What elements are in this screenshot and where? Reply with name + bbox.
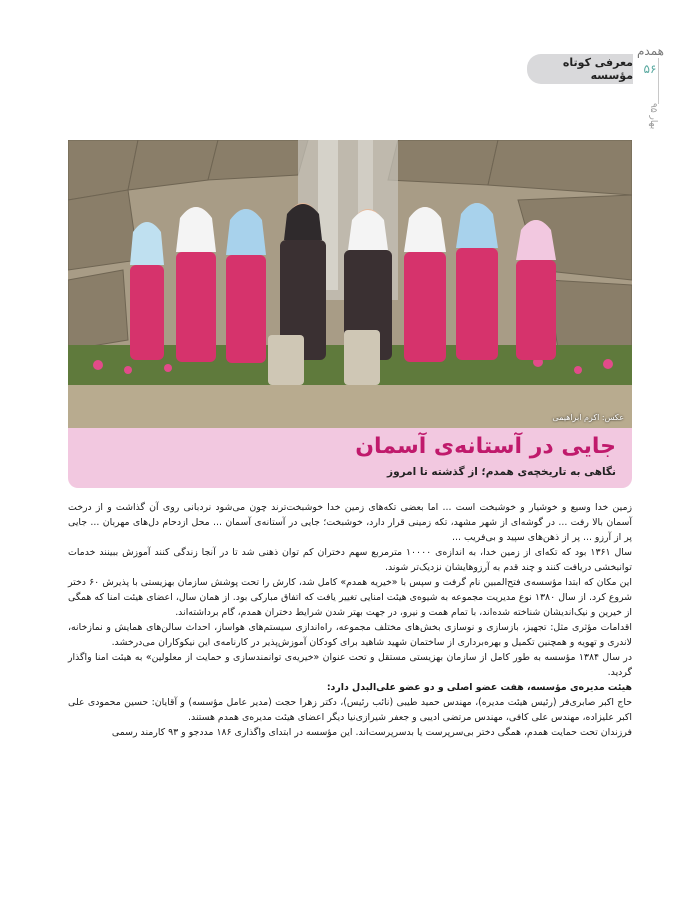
article-subtitle: نگاهی به تاریخچه‌ی همدم؛ از گذشته تا امروز	[387, 466, 616, 478]
article-title: جایی در آستانه‌ی آسمان	[355, 434, 616, 459]
photo-credit: عکس: اکرم ابراهیمی	[552, 413, 624, 422]
side-brand	[637, 44, 663, 76]
paragraph-closing: فرزندان تحت حمایت همدم، همگی دختر بی‌سرپرست یا بدسرپرست‌اند. این مؤسسه در ابتدای واگذاری ۱۸۶ مددجو و ۹۳ کارمند رسمی	[111, 727, 632, 738]
section-label: معرفی کوتاه مؤسسه	[562, 56, 633, 82]
paragraph-achievements: اقدامات مؤثری مثل: تجهیز، بازسازی و نوسازی بخش‌های مختلف مجموعه، راه‌اندازی سیستم‌های هواساز، احداث سالن‌های همایش و نمازخانه، لاندری و تهویه و همچنین تکمیل و بهره‌برداری از ساختمان شهید شاهید برای کودکان آموزش‌پذیر در کارنامه‌ی این نیکوکاران می‌درخشد.	[68, 622, 632, 648]
group-photo	[68, 140, 632, 428]
page-number: ۵۶	[643, 62, 657, 76]
board-members: حاج اکبر صابری‌فر (رئیس هیئت مدیره)، مهندس حمید طیبی (نائب رئیس)، دکتر زهرا حجت (مدیر عامل مؤسسه) و آقایان: حسین محمودی علی اکبر علیزاده، مهندس علی کافی، مهندس مرتضی ادیبی و جعفر شیرازی‌نیا دیگر اعضای هیئت مدیره‌ی همدم هستند.	[68, 697, 632, 723]
board-heading: هیئت مدیره‌ی مؤسسه، هفت عضو اصلی و دو عضو علی‌البدل دارد:	[326, 682, 632, 693]
magazine-logo-text: همدم	[637, 44, 664, 58]
paragraph-history: این مکان که ابتدا مؤسسه‌ی فتح‌المبین نام گرفت و سپس با «خیریه همدم» کامل شد، کارش را تحت پوشش سازمان بهزیستی با پذیرش ۶۰ دختر شروع کرد. از سال ۱۳۸۰ نوع مدیریت مجموعه به شیوه‌ی هیئت امنایی تغییر یافت که اتفاق مبارکی بود. از همان سال، اعضای هیئت امنا که همگی از خیرین و نیک‌اندیشان شناخته شده‌اند، با تمام همت و نیرو، در جهت بهتر شدن شرایط دختران همدم، گام برداشته‌اند.	[68, 577, 633, 618]
group-photo-illustration	[68, 140, 632, 428]
header-divider	[658, 58, 659, 104]
title-band	[68, 428, 632, 488]
paragraph-founding: سال ۱۳۶۱ بود که تکه‌ای از زمین خدا، به اندازه‌ی ۱۰۰۰۰ مترمربع سهم دختران کم توان ذهنی شد تا در آنجا زندگی کنند آموزش ببینند خدمات توانبخشی دریافت کنند و چند قدم به آرزوهایشان نزدیک‌تر شوند.	[68, 547, 632, 573]
section-label-tab	[527, 54, 633, 84]
article-body	[68, 500, 632, 740]
paragraph-independence: در سال ۱۳۸۴ مؤسسه به طور کامل از سازمان بهزیستی مستقل و تحت عنوان «خیریه‌ی توانمندسازی و حمایت از معلولین» به هیئت امنا واگذار گردید.	[68, 652, 633, 678]
paragraph-intro: زمین خدا وسیع و خوشیار و خوشبخت است ... اما بعضی تکه‌های زمین خدا خوشبخت‌ترند چون می‌شود نردبانی روی آن گذاشت و از درخت آسمان بالا رفت ... در گوشه‌ای از شهر مشهد، تکه زمینی قرار دارد، خوشبخت؛ جایی در آستانه‌ی آسمان ... محل ازدحام دل‌های مهربان ... جایی پر از آرزو ... پر از ذهن‌های سپید و بی‌فریب ...	[68, 502, 632, 543]
issue-label: بهار ۹۵	[648, 102, 658, 130]
